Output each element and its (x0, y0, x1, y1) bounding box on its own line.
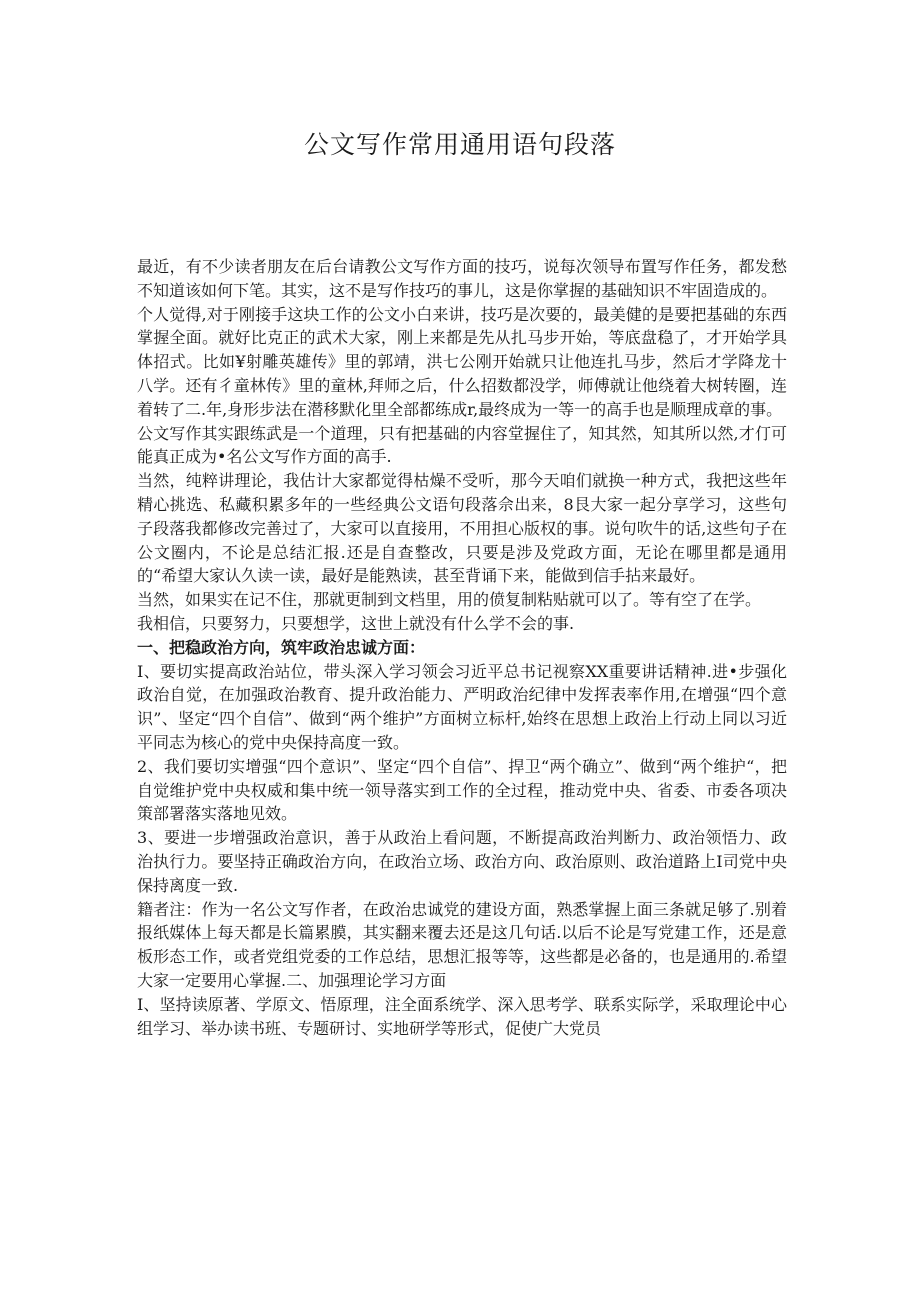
document-title: 公文写作常用通用语句段落 (303, 130, 616, 159)
paragraph-belief: 我相信，只要努力，只要想学，这世上就没有什么学不会的事. (137, 613, 575, 633)
list-item-2: 2、我们要切实增强“四个意识”、坚定“四个自信”、捍卫“两个确立”、做到“两个维护“，把自觉维护党中央权威和集中统一领导落实到工作的全过程，推动党中央、省委、市委各项决策部署落实落地见效。 (137, 756, 787, 824)
editor-note: 籍者注：作为一名公文写作者，在政治忠诚党的建设方面，熟悉掌握上面三条就足够了.别着报纸媒体上每天都是长篇累膜，其实翻来覆去还是这几句话.以后不论是写党建工作，还是意板形态工作，或者党组党委的工作总结，思想汇报等等，这些都是必备的，也是通用的.希望大家一定要用心掌握.二、加强理论学习方面 (137, 899, 787, 990)
list-item-1: I、要切实提高政治站位，带头深入学习领会习近平总书记视察XX重要讲话精神.进•步强化政治自觉，在加强政治教育、提升政治能力、严明政治纪律中发挥表率作用,在增强“四个意识”、坚定“四个自信”、做到“两个维护”方面树立标杆,始终在思想上政治上行动上同以习近平同志为核心的党中央保持高度一致。 (137, 661, 787, 752)
list-item-theory-1: I、坚持读原著、学原文、悟原理，注全面系统学、深入思考学、联系实际学，采取理论中心组学习、举办读书班、专题研讨、实地研学等形式，促使广大党员 (137, 994, 787, 1038)
list-item-3: 3、要进一步增强政治意识，善于从政治上看问题，不断提高政治判断力、政治领悟力、政治执行力。要坚持正确政治方向，在政治立场、政治方向、政治原则、政治道路上I司党中央保持离度一致. (137, 828, 787, 895)
section-heading-political: 一、把稳政治方向，筑牢政治忠诚方面： (137, 637, 426, 657)
paragraph-copy-tip: 当然，如果实在记不住，那就更制到文档里，用的偾复制粘贴就可以了。等有空了在学。 (137, 590, 762, 610)
paragraph-martial-arts: 公文写作其实跟练武是一个道理，只有把基础的内容堂握住了，知其然，知其所以然,才仃可能真正成为•名公文写作方面的高手. (137, 423, 787, 467)
paragraph-sharing: 当然，纯粹讲理论，我估计大家都觉得枯燥不受听，那今天咱们就换一种方式，我把这些年精心挑选、私藏积累多年的一些经典公文语句段落佘出来，8艮大家一起分享学习，这些句子段落我都修改完善过了，大家可以直接用，不用担心版权的事。说句吹牛的话,这些句子在公文圈内，不论是总结汇报.还是自查整改，只要是涉及党政方面，无论在哪里都是通用的“希望大家认久读一读，最好是能熟读，甚至背诵下来，能做到信手拈来最好。 (137, 471, 787, 586)
document-body (137, 255, 787, 1040)
paragraph-intro: 最近，有不少读者朋友在后台请教公文写作方面的技巧，说每次领导布置写作任务，都发愁不知道该如何下笔。其实，这不是写作技巧的事儿，这是你掌握的基础知识不牢固造成的。 (137, 257, 787, 300)
paragraph-basics: 个人觉得,对于刚接手这块工作的公文小白来讲，技巧是次要的，最美健的是要把基础的东西掌握全面。就好比克正的武术大家，刚上来都是先从扎马步开始，等底盘稳了，才开始学具体招式。比如¥射雕英雄传》里的郭靖，洪七公刚开始就只让他连扎马步，然后才学降龙十八学。还有彳童林传》里的童林,拜师之后，什么招数都没学，师傅就让他绕着大树转圈，连着转了二.年,身形步法在潜移默化里全部都练成r,最终成为一等一的高手也是顺理成章的事。 (137, 304, 787, 419)
